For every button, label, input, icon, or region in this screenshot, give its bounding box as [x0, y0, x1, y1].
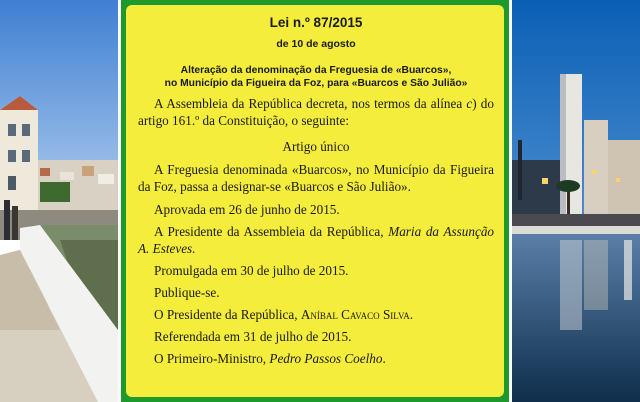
prime-minister-label: O Primeiro-Ministro, [154, 351, 270, 366]
preamble-paragraph [138, 95, 494, 129]
law-subject-line-2: no Município da Figueira da Foz, para «Buarcos e São Julião» [164, 78, 468, 89]
law-subject [138, 64, 494, 90]
preamble-subparagraph: c [466, 96, 473, 111]
prime-minister-name: Pedro Passos Coelho [269, 351, 383, 366]
assembly-president-signature [138, 223, 494, 257]
article-text: A Freguesia denominada «Buarcos», no Município da Figueira da Foz, passa a designar-se «Buarcos e São Julião». [138, 162, 494, 194]
law-subject-line-1: Alteração da denominação da Freguesia de «Buarcos», [180, 65, 452, 76]
republic-president-signature [138, 306, 494, 323]
prime-minister-signature [138, 350, 494, 367]
assembly-president-label: A Presidente da Assembleia da República, [154, 224, 389, 239]
publish-order: Publique-se. [154, 285, 220, 300]
republic-president-end: . [409, 307, 414, 322]
republic-president-name: Aníbal Cavaco Silva [300, 307, 410, 322]
preamble-text-a: A Assembleia da República decreta, nos termos da alínea [154, 96, 467, 111]
assembly-president-name: Maria da Assunção A. Esteves. [138, 224, 495, 256]
prime-minister-end: . [382, 351, 386, 366]
promulgation-date: Promulgada em 30 de julho de 2015. [154, 263, 349, 278]
coastal-town-photo [0, 0, 118, 402]
law-date: de 10 de agosto [276, 38, 356, 50]
law-document [126, 5, 504, 397]
article-heading: Artigo único [282, 139, 350, 154]
countersign-date: Referendada em 31 de julho de 2015. [154, 329, 352, 344]
republic-president-label: O Presidente da República, [154, 307, 301, 322]
approval-date: Aprovada em 26 de junho de 2015. [154, 202, 340, 217]
preamble-text-b: ) do artigo 161.º da Constituição, o seguinte: [138, 96, 494, 128]
waterfront-night-photo [512, 0, 640, 402]
law-title: Lei n.º 87/2015 [269, 15, 363, 30]
